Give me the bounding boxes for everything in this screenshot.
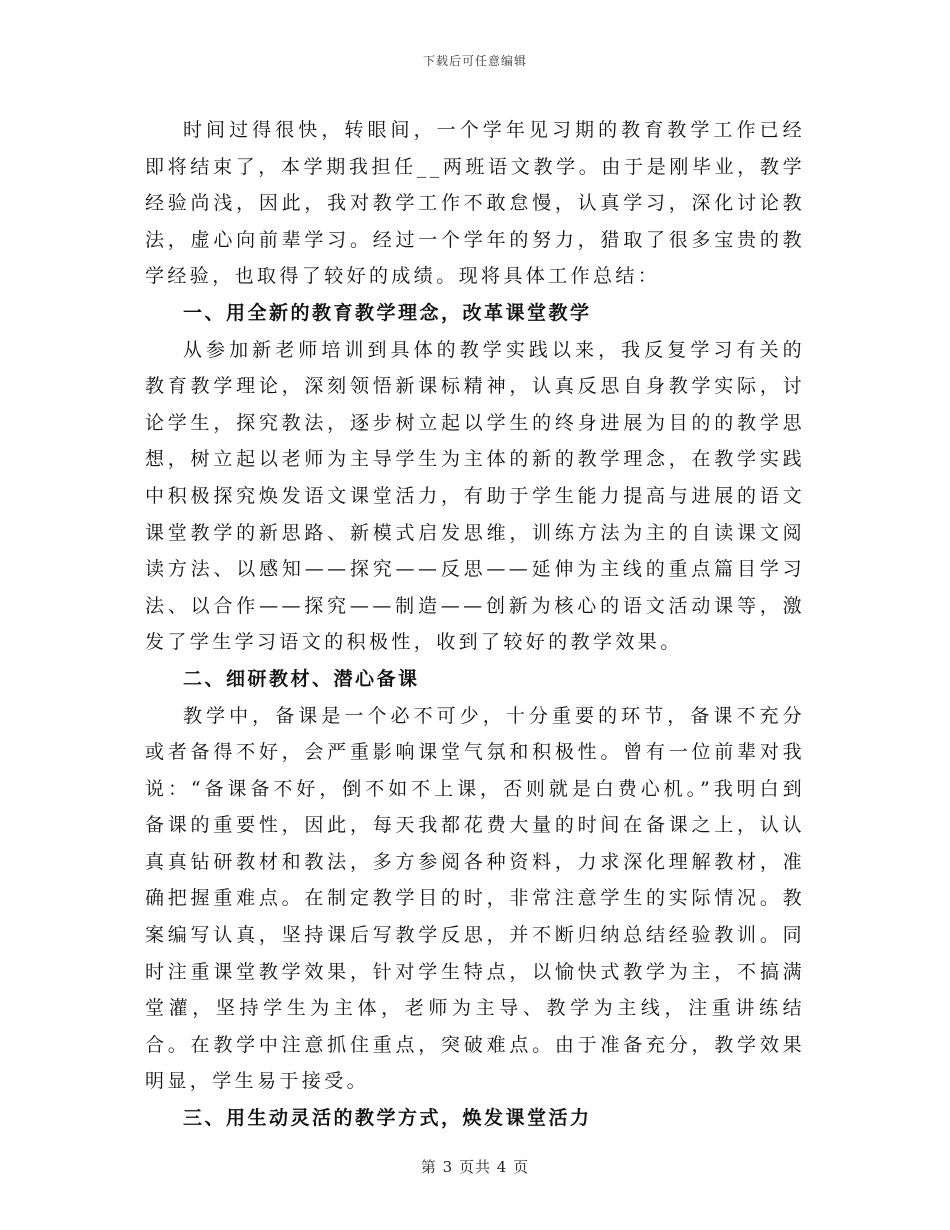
intro-paragraph: 时间过得很快，转眼间，一个学年见习期的教育教学工作已经即将结束了，本学期我担任__两班语文教学。由于是刚毕业，教学经验尚浅，因此，我对教学工作不敢怠慢，认真学习，深化讨论教法，虚心向前辈学习。经过一个学年的努力，猎取了很多宝贵的教学经验，也取得了较好的成绩。现将具体工作总结：: [145, 119, 805, 288]
section-2-paragraph: 教学中，备课是一个必不可少，十分重要的环节，备课不充分或者备得不好，会严重影响课堂气氛和积极性。曾有一位前辈对我说：“备课备不好，倒不如不上课，否则就是白费心机。”我明白到备课的重要性，因此，每天我都花费大量的时间在备课之上，认认真真钻研教材和教法，多方参阅各种资料，力求深化理解教材，准确把握重难点。在制定教学目的时，非常注意学生的实际情况。教案编写认真，坚持课后写教学反思，并不断归纳总结经验教训。同时注重课堂教学效果，针对学生特点，以愉快式教学为主，不搞满堂灌，坚持学生为主体，老师为主导、教学为主线，注重讲练结合。在教学中注意抓住重点，突破难点。由于准备充分，教学效果明显，学生易于接受。: [145, 704, 805, 1093]
section-3-heading: 三、用生动灵活的教学方式，焕发课堂活力: [183, 1107, 592, 1130]
document-body: [145, 112, 805, 1137]
section-1-paragraph: 从参加新老师培训到具体的教学实践以来，我反复学习有关的教育教学理论，深刻领悟新课标精神，认真反思自身教学实际，讨论学生，探究教法，逐步树立起以学生的终身进展为目的的教学思想，树立起以老师为主导学生为主体的新的教学理念，在教学实践中积极探究焕发语文课堂活力，有助于学生能力提高与进展的语文课堂教学的新思路、新模式启发思维，训练方法为主的自读课文阅读方法、以感知——探究——反思——延伸为主线的重点篇目学习法、以合作——探究——制造——创新为核心的语文活动课等，激发了学生学习语文的积极性，收到了较好的教学效果。: [145, 338, 805, 654]
section-1-heading: 一、用全新的教育教学理念，改革课堂教学: [183, 301, 592, 324]
page-header: 下载后可任意编辑: [422, 54, 527, 68]
section-2-heading: 二、细研教材、潜心备课: [183, 667, 420, 690]
page-footer: 第 3 页共 4 页: [420, 1158, 530, 1176]
